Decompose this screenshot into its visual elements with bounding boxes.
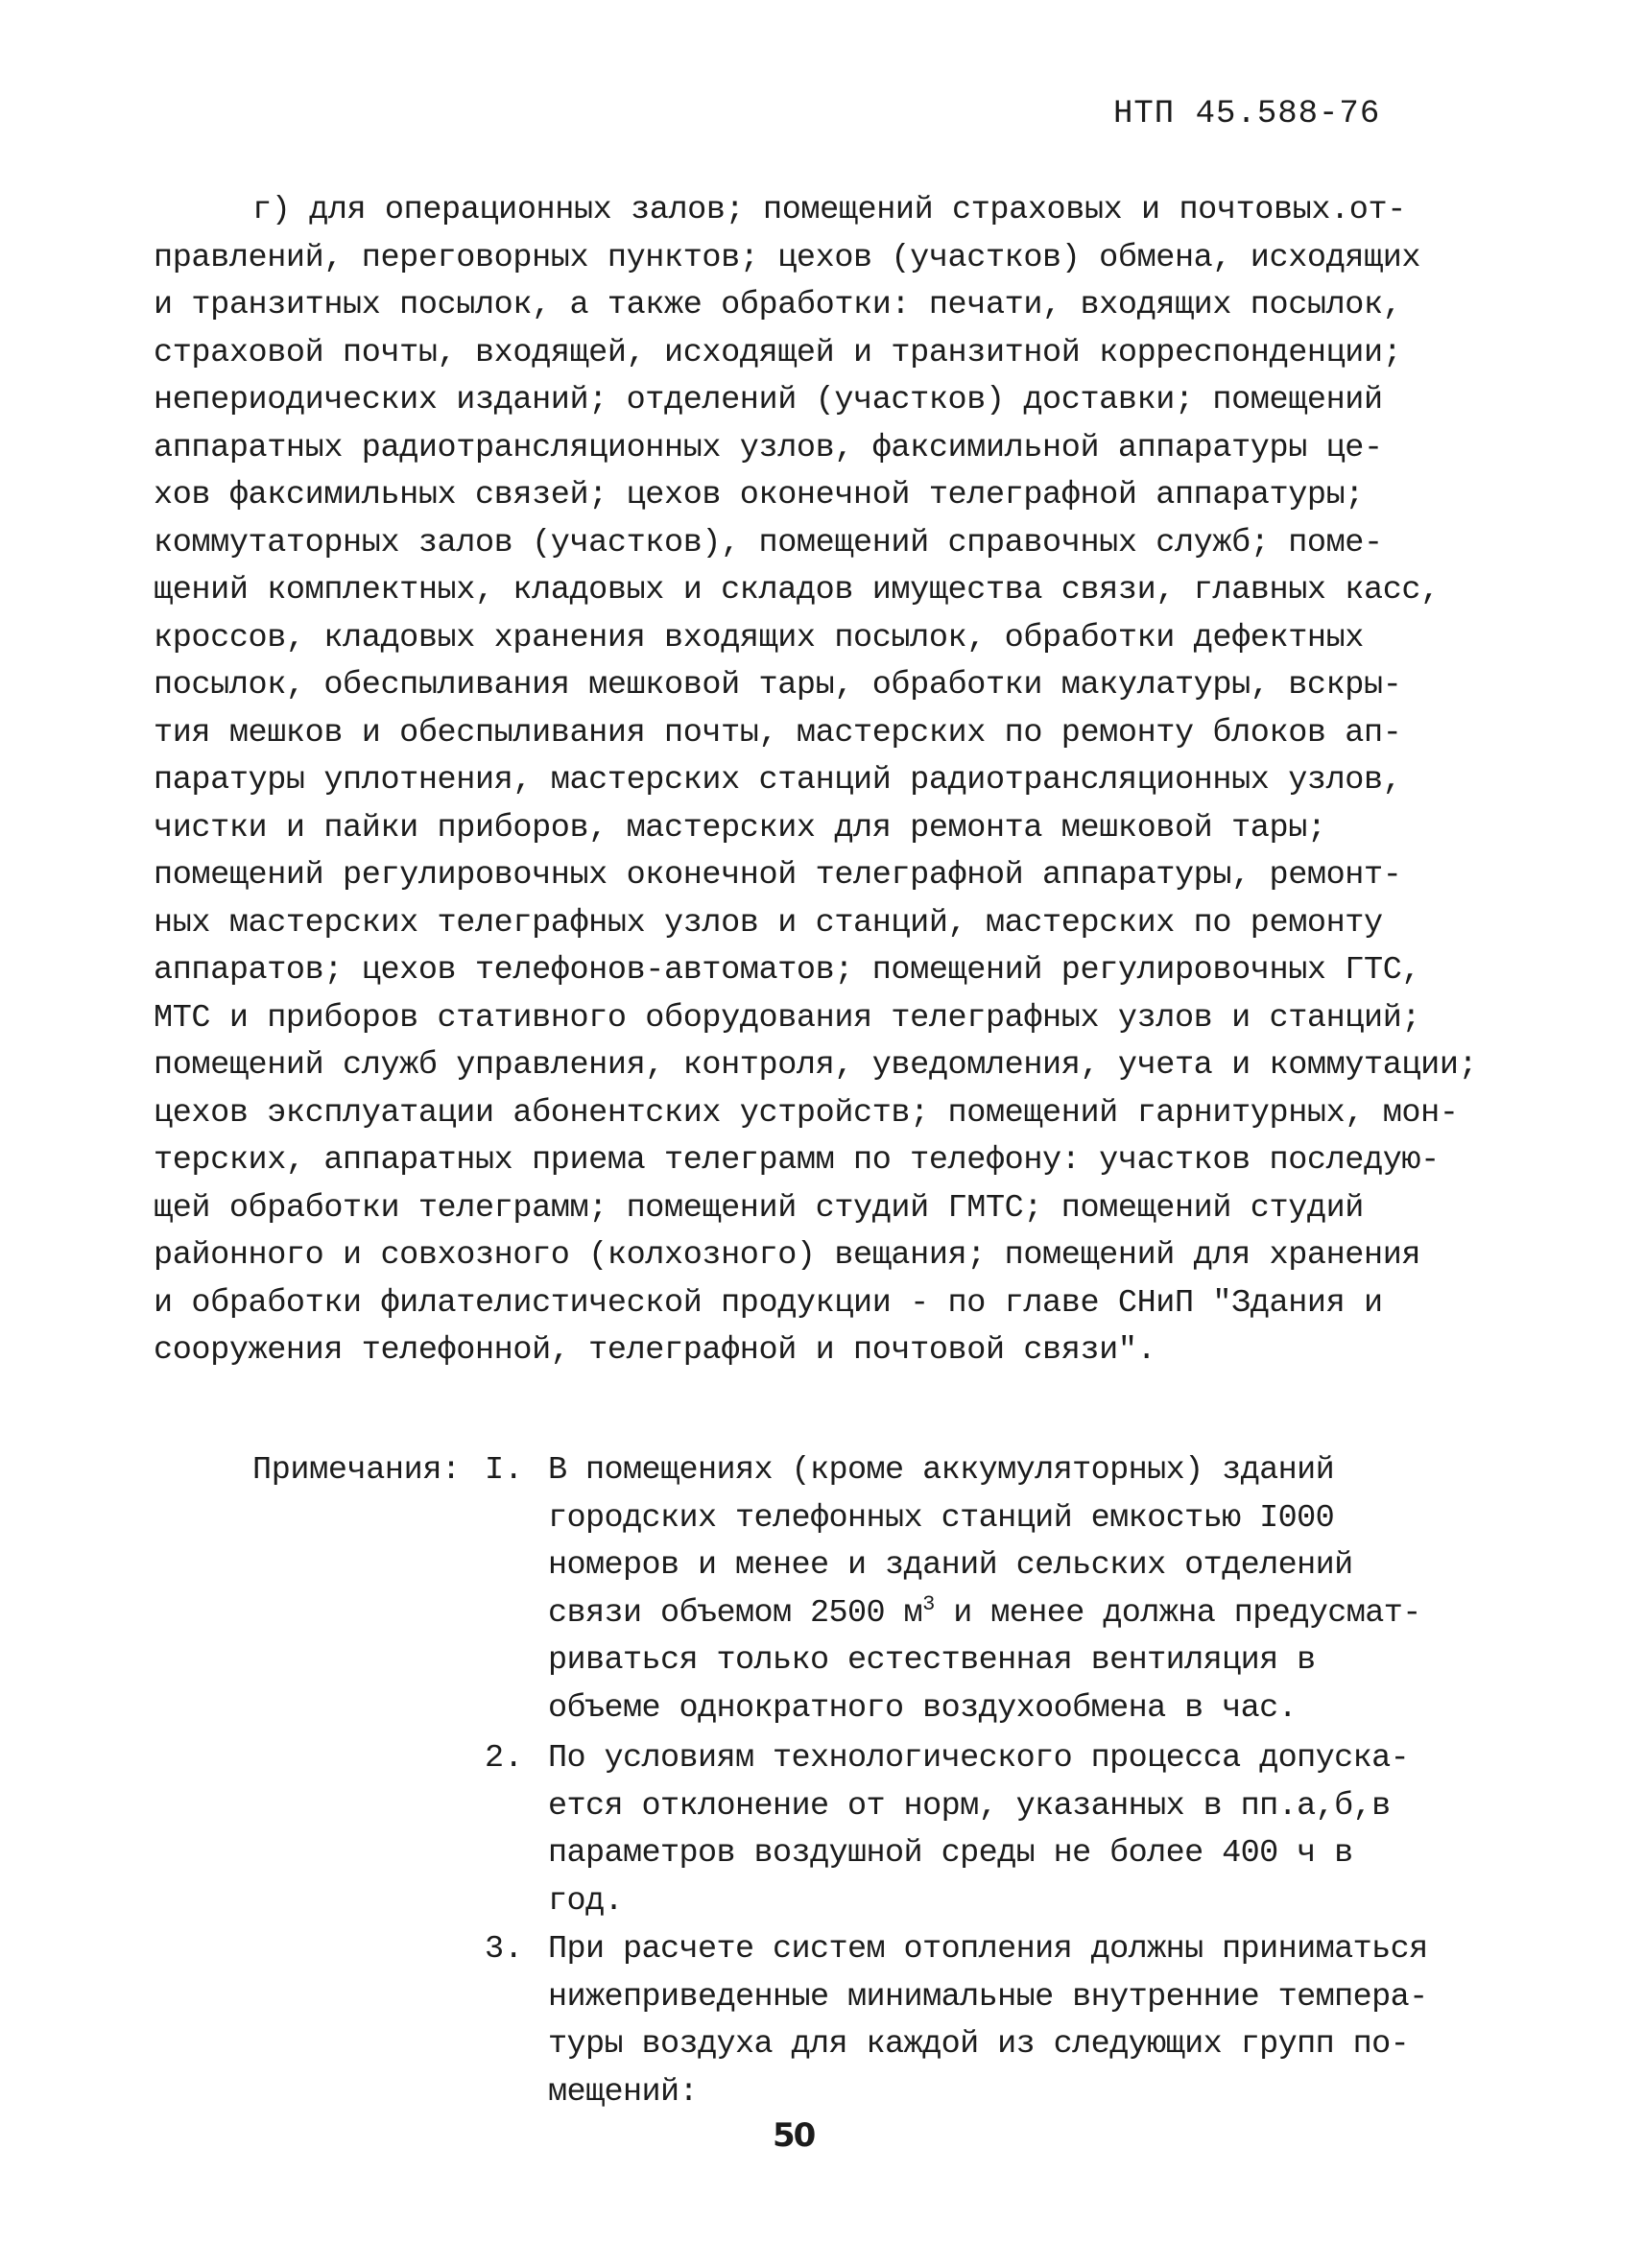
note-line	[548, 1590, 1508, 1638]
paragraph-line: тия мешков и обеспыливания почты, мастерских по ремонту блоков ап-	[154, 714, 1402, 752]
paragraph-line: помещений регулировочных оконечной телеграфной аппаратуры, ремонт-	[154, 857, 1402, 894]
paragraph-line: и обработки филателистической продукции - по главе СНиП "Здания и	[154, 1284, 1383, 1322]
note-number: 2.	[485, 1740, 524, 1777]
paragraph-line: цехов эксплуатации абонентских устройств; помещений гарнитурных, мон-	[154, 1094, 1459, 1132]
note-text	[548, 1447, 1508, 1732]
paragraph-line: и транзитных посылок, а также обработки: печати, входящих посылок,	[154, 287, 1402, 323]
note-line: год.	[548, 1882, 624, 1920]
page-number: 50	[773, 2116, 815, 2155]
paragraph-line: непериодических изданий; отделений (участков) доставки; помещений	[154, 382, 1383, 418]
note-line: номеров и менее и зданий сельских отделений	[548, 1547, 1353, 1584]
paragraph-line: щей обработки телеграмм; помещений студий ГМТС; помещений студий	[154, 1189, 1365, 1227]
note-line-part: и менее должна предусмат-	[934, 1594, 1421, 1632]
note-line: мещений:	[548, 2073, 699, 2111]
note-line: городских телефонных станций емкостью I000	[548, 1499, 1335, 1537]
paragraph-line: чистки и пайки приборов, мастерских для ремонта мешковой тары;	[154, 809, 1326, 847]
paragraph-line: щений комплектных, кладовых и складов имущества связи, главных касс,	[154, 572, 1440, 609]
paragraph-line: МТС и приборов стативного оборудования телеграфных узлов и станций;	[154, 999, 1421, 1037]
note-text	[548, 1735, 1508, 1925]
paragraph-line: аппаратных радиотрансляционных узлов, факсимильной аппаратуры це-	[154, 429, 1383, 466]
paragraph-line: районного и совхозного (колхозного) вещания; помещений для хранения	[154, 1237, 1421, 1274]
paragraph-line: правлений, переговорных пунктов; цехов (участков) обмена, исходящих	[154, 239, 1421, 276]
note-line: В помещениях (кроме аккумуляторных) зданий	[548, 1452, 1335, 1489]
paragraph-line: хов факсимильных связей; цехов оконечной телеграфной аппаратуры;	[154, 477, 1365, 513]
note-line: параметров воздушной среды не более 400 ч в	[548, 1835, 1353, 1872]
paragraph-line: страховой почты, входящей, исходящей и транзитной корреспонденции;	[154, 334, 1402, 371]
note-line: При расчете систем отопления должны приниматься	[548, 1931, 1428, 1968]
note-line: туры воздуха для каждой из следующих групп по-	[548, 2026, 1410, 2063]
note-number: I.	[485, 1452, 524, 1489]
paragraph-line: ных мастерских телеграфных узлов и станций, мастерских по ремонту	[154, 904, 1383, 942]
paragraph-line: кроссов, кладовых хранения входящих посылок, обработки дефектных	[154, 619, 1365, 657]
paragraph-line: аппаратов; цехов телефонов-автоматов; помещений регулировочных ГТС,	[154, 952, 1421, 989]
paragraph-line: помещений служб управления, контроля, уведомления, учета и коммутации;	[154, 1047, 1478, 1084]
paragraph-line: паратуры уплотнения, мастерских станций радиотрансляционных узлов,	[154, 762, 1402, 799]
superscript: 3	[922, 1591, 935, 1616]
paragraph-line: г) для операционных залов; помещений страховых и почтовых.от-	[252, 192, 1406, 228]
main-paragraph	[154, 187, 1516, 1375]
note-line-part: связи объемом 2500 м	[548, 1594, 923, 1632]
note-line: риваться только естественная вентиляция в	[548, 1642, 1316, 1679]
paragraph-line: терских, аппаратных приема телеграмм по телефону: участков последую-	[154, 1142, 1440, 1179]
paragraph-line: коммутаторных залов (участков), помещений справочных служб; поме-	[154, 524, 1383, 561]
note-line: По условиям технологического процесса допуска-	[548, 1740, 1410, 1777]
note-number: 3.	[485, 1931, 524, 1968]
paragraph-line: посылок, обеспыливания мешковой тары, обработки макулатуры, вскры-	[154, 667, 1402, 704]
note-line: объеме однократного воздухообмена в час.	[548, 1689, 1298, 1727]
paragraph-line: сооружения телефонной, телеграфной и почтовой связи".	[154, 1332, 1156, 1369]
note-text	[548, 1926, 1508, 2116]
note-line: нижеприведенные минимальные внутренние темпера-	[548, 1978, 1428, 2016]
document-code: НТП 45.588-76	[1113, 96, 1381, 132]
notes-heading: Примечания:	[252, 1452, 461, 1489]
note-line: ется отклонение от норм, указанных в пп.а,б,в	[548, 1787, 1391, 1825]
